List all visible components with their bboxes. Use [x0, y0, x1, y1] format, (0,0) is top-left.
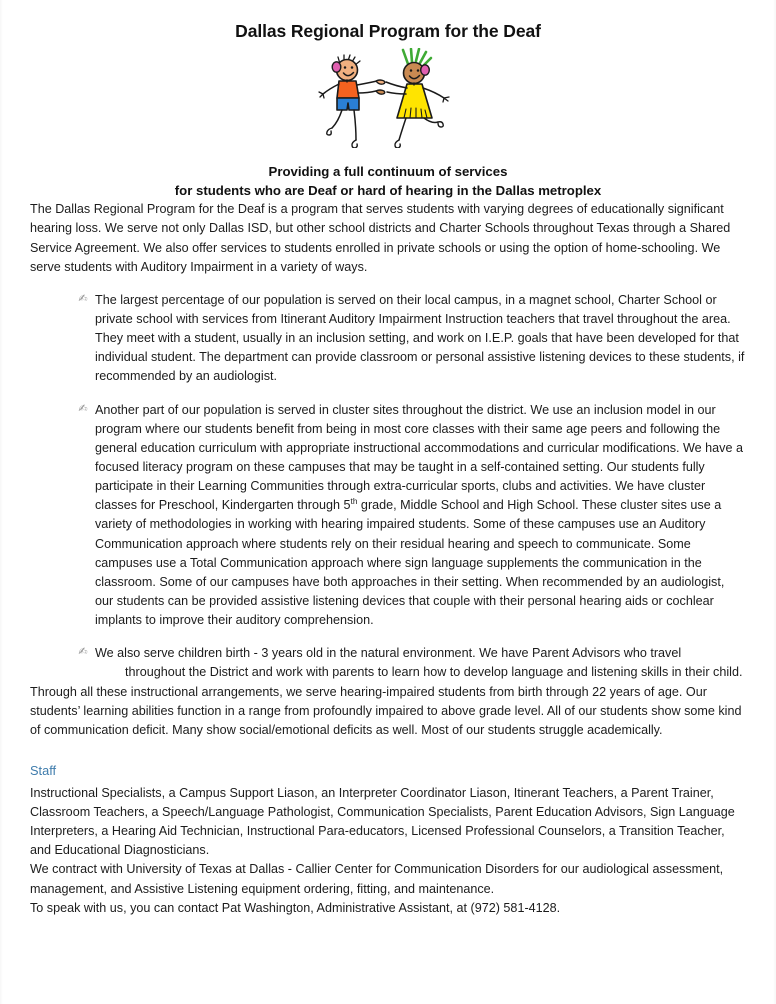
bullet-item-itinerant: [30, 291, 746, 387]
bullet-text-line-1: We also serve children birth - 3 years old in the natural environment. We have Parent Advisors who travel: [95, 646, 682, 661]
subtitle-block: [0, 162, 776, 200]
bullet-item-cluster-sites: [30, 401, 746, 631]
pointing-hand-bullet-icon: ✍: [78, 291, 88, 305]
subtitle-line-1: Providing a full continuum of services: [268, 164, 508, 179]
pointing-hand-bullet-icon: ✍: [78, 401, 88, 415]
document-body: [0, 200, 776, 918]
closing-paragraph: Through all these instructional arrangements, we serve hearing-impaired students from birth through 22 years of age. Our students’ learning abilities function in a range from profoundly impaired to above grade level. All of our students show some kind of communication deficit. Many show social/emotional deficits as well. Most of our students struggle academically.: [30, 684, 742, 737]
bullet-text: The largest percentage of our population is served on their local campus, in a magnet school, Charter School or private school with services from Itinerant Auditory Impairment Instruction teachers that travel throughout the area. They meet with a student, usually in an inclusion setting, and work on I.E.P. goals that have been developed for that individual student. The department can provide classroom or personal assistive listening devices to these students, if recommended by an audiologist.: [95, 292, 745, 384]
page-title: Dallas Regional Program for the Deaf: [235, 21, 541, 41]
staff-heading: Staff: [30, 762, 57, 778]
contract-paragraph: We contract with University of Texas at Dallas - Callier Center for Communication Disorders for our audiological assessment, management, and Assistive Listening equipment ordering, fitting, and maintenance.: [30, 862, 724, 896]
intro-paragraph: The Dallas Regional Program for the Deaf is a program that serves students with varying degrees of educationally significant hearing loss. We serve not only Dallas ISD, but other school districts and Charter Schools throughout Texas through a Shared Service Agreement. We also offer services to students enrolled in private schools or using the option of home-schooling. We serve students with Auditory Impairment in a variety of ways.: [30, 202, 731, 274]
bullet-text-part-2: grade, Middle School and High School. These cluster sites use a variety of methodologies in working with hearing impaired students. Some of these campuses use an Auditory Communication approach where students rely on their residual hearing and speech to communicate. Some campuses use a Total Communication approach where sign language supplements the communication in the classroom. Some of our campuses have both approaches in their setting. When recommended by an audiologist, our students can be provided assistive listening devices that couple with their personal hearing aids or cochlear implants to improve their auditory comprehension.: [95, 498, 725, 628]
services-bullet-list: [30, 291, 746, 683]
bullet-text-part-1: Another part of our population is served in cluster sites throughout the district. We use an inclusion model in our program where our students benefit from being in most core classes with their same age peers and following the general education curriculum with appropriate instructional accommodations and curricular modifications. We have a focused literacy program on these campuses that may be taught in a self-contained setting. Our students fully participate in their Learning Communities through extra-curricular sports, clubs and activities. We have cluster classes for Preschool, Kindergarten through 5: [95, 402, 743, 513]
children-holding-hands-illustration: [304, 48, 472, 148]
subtitle-line-2: for students who are Deaf or hard of hearing in the Dallas metroplex: [174, 183, 602, 199]
bullet-text-line-2: throughout the District and work with parents to learn how to develop language and listening skills in their child.: [125, 665, 743, 680]
staff-roster-paragraph: Instructional Specialists, a Campus Support Liason, an Interpreter Coordinator Liason, Itinerant Teachers, a Parent Trainer, Classroom Teachers, a Speech/Language Pathologist, Communication Specialists, Parent Education Advisors, Sign Language Interpreters, a Hearing Aid Technician, Instructional Para-educators, Licensed Professional Counselors, a Transition Teacher, and Educational Diagnosticians.: [30, 785, 735, 858]
bullet-item-early-childhood: [30, 644, 746, 682]
contact-paragraph: To speak with us, you can contact Pat Washington, Administrative Assistant, at (972) 581-4128.: [30, 900, 561, 915]
pointing-hand-bullet-icon: ✍: [78, 645, 88, 659]
ordinal-suffix: th: [350, 496, 358, 507]
